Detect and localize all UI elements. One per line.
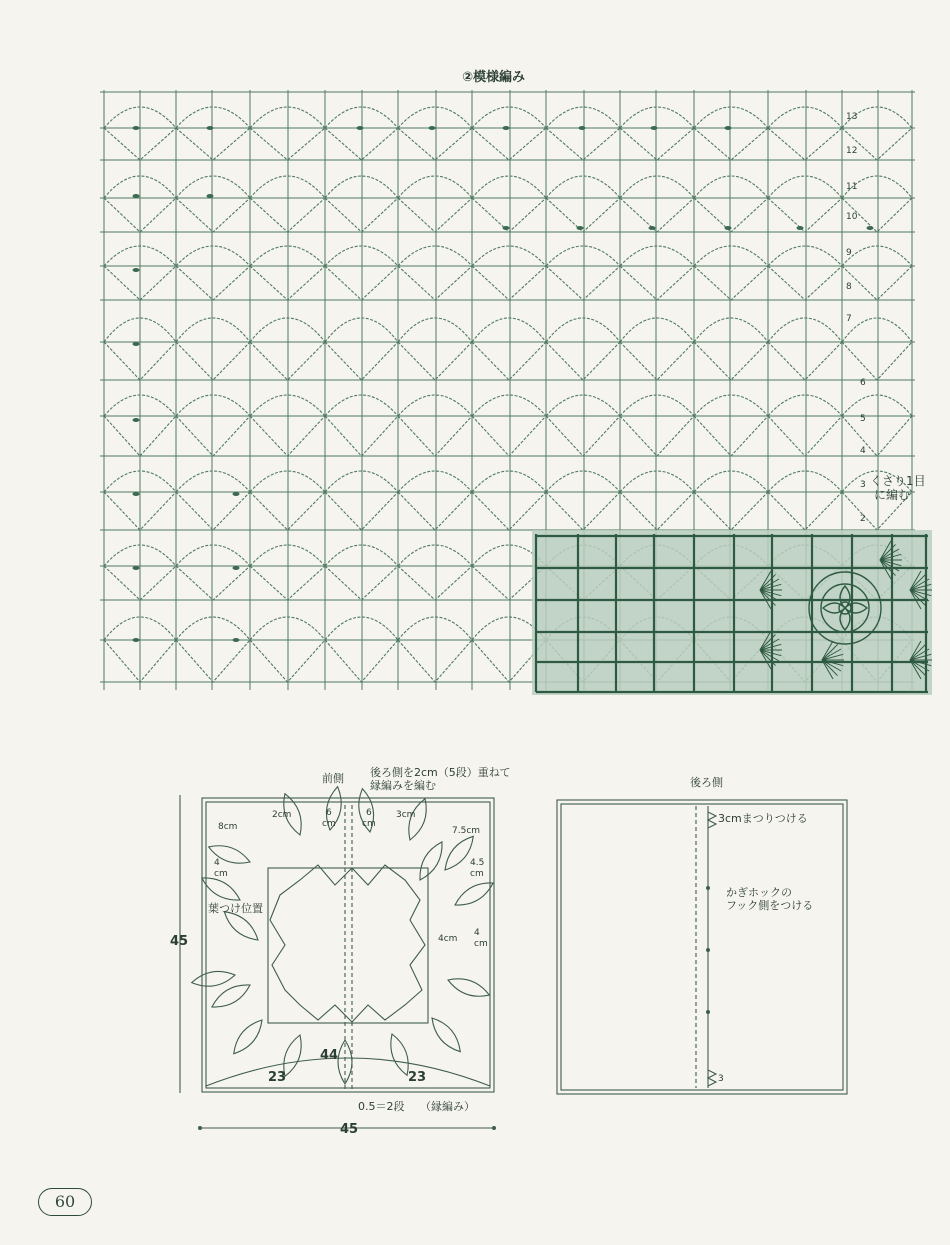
row-number: 7 xyxy=(846,314,852,324)
chart-chain xyxy=(398,128,472,160)
dim-inner-right: 4cm xyxy=(438,934,458,944)
chart-chain xyxy=(398,640,472,682)
leaf-petal xyxy=(190,968,236,989)
chart-chain xyxy=(768,492,842,530)
chart-chain xyxy=(472,128,546,160)
row-number: 9 xyxy=(846,248,852,258)
chain-note-line-2: に編む xyxy=(874,488,911,503)
picot-mark xyxy=(133,342,140,346)
chart-chain xyxy=(398,416,472,456)
picot-mark xyxy=(133,566,140,570)
chart-chain xyxy=(176,416,250,456)
chart-chain xyxy=(546,266,620,300)
chart-arch xyxy=(546,176,620,198)
chart-arch xyxy=(694,107,768,128)
chart-chain xyxy=(842,416,912,456)
chart-arch xyxy=(768,107,842,128)
chart-arch xyxy=(176,545,250,566)
chart-arch xyxy=(768,176,842,198)
chart-arch xyxy=(694,395,768,416)
chart-chain xyxy=(176,266,250,300)
picot-mark xyxy=(649,226,656,230)
chart-arch xyxy=(398,395,472,416)
chart-arch xyxy=(176,246,250,266)
chart-chain xyxy=(768,416,842,456)
chart-arch xyxy=(546,395,620,416)
picot-mark xyxy=(725,226,732,230)
back-outline xyxy=(557,800,847,1094)
picot-mark xyxy=(357,126,364,130)
back-note-top: 3cmまつりつける xyxy=(718,812,808,825)
chart-chain xyxy=(620,416,694,456)
chart-chain xyxy=(694,266,768,300)
picot-mark xyxy=(133,268,140,272)
chart-chain xyxy=(768,128,842,160)
chart-chain xyxy=(842,266,912,300)
leaf-petal xyxy=(446,973,492,1001)
chain-note-line-1: くさり1目 xyxy=(870,474,926,488)
inner-window xyxy=(268,868,428,1023)
chart-chain xyxy=(176,128,250,160)
back-note-hook xyxy=(726,886,813,912)
dim-value: 6 xyxy=(325,808,332,818)
picot-mark xyxy=(133,492,140,496)
back-note-hook-line-2: フック側をつける xyxy=(726,899,814,913)
dim-left-upper: 8cm xyxy=(218,822,238,832)
chart-arch xyxy=(472,471,546,492)
dim-bottom-total: 44 xyxy=(320,1048,339,1063)
chart-arch xyxy=(620,471,694,492)
chart-arch xyxy=(398,176,472,198)
chart-arch xyxy=(398,617,472,640)
chart-chain xyxy=(472,266,546,300)
chart-chain xyxy=(842,342,912,380)
bottom-arc xyxy=(206,1058,490,1086)
chart-arch xyxy=(694,246,768,266)
chart-arch xyxy=(398,545,472,566)
dim-value: 4 xyxy=(214,858,220,868)
chart-chain xyxy=(472,416,546,456)
leaf-petal xyxy=(414,838,448,883)
chart-chain xyxy=(694,128,768,160)
chart-chain xyxy=(176,342,250,380)
chart-chain xyxy=(176,492,250,530)
picot-mark xyxy=(207,126,214,130)
chart-arch xyxy=(620,246,694,266)
chart-arch xyxy=(546,318,620,342)
picot-mark xyxy=(133,194,140,198)
chart-arch xyxy=(398,471,472,492)
chart-arch xyxy=(546,107,620,128)
row-number: 13 xyxy=(846,112,858,122)
chart-arch xyxy=(472,318,546,342)
chart-arch xyxy=(472,246,546,266)
chart-arch xyxy=(842,318,912,342)
chart-arch xyxy=(620,395,694,416)
chart-arch xyxy=(768,395,842,416)
chart-chain xyxy=(694,492,768,530)
picot-mark xyxy=(651,126,658,130)
chart-chain xyxy=(768,342,842,380)
dim-top-right: 3cm xyxy=(396,810,416,820)
chart-arch xyxy=(398,318,472,342)
dim-unit: cm xyxy=(322,818,336,829)
chart-chain xyxy=(768,266,842,300)
picot-mark xyxy=(579,126,586,130)
chart-title: ②模様編み xyxy=(462,70,526,85)
chart-arch xyxy=(472,395,546,416)
chart-chain xyxy=(546,416,620,456)
chart-chain xyxy=(398,266,472,300)
chart-chain xyxy=(620,128,694,160)
picot-mark xyxy=(233,566,240,570)
chart-chain xyxy=(398,198,472,232)
picot-mark xyxy=(233,492,240,496)
chart-chain xyxy=(176,198,250,232)
chart-arch xyxy=(620,318,694,342)
dim-width: 45 xyxy=(340,1122,359,1137)
border-rows-note: 0.5＝2段 xyxy=(358,1100,405,1113)
chart-arch xyxy=(546,246,620,266)
row-number: 3 xyxy=(860,480,866,490)
overlap-note xyxy=(370,766,511,792)
chart-chain xyxy=(546,342,620,380)
dim-unit: cm xyxy=(214,868,228,879)
chart-chain xyxy=(546,492,620,530)
chart-arch xyxy=(546,471,620,492)
chart-chain xyxy=(694,416,768,456)
page-number: 60 xyxy=(38,1188,92,1216)
dim-unit: cm xyxy=(474,938,488,949)
front-outline xyxy=(202,798,494,1092)
chart-chain xyxy=(620,492,694,530)
leaf-petal xyxy=(338,1040,352,1084)
chart-chain xyxy=(472,198,546,232)
picot-mark xyxy=(725,126,732,130)
leaf-petal xyxy=(208,979,253,1013)
row-number: 11 xyxy=(846,182,858,192)
leaf-position-label: 葉つけ位置 xyxy=(208,902,263,915)
chart-chain xyxy=(546,198,620,232)
row-number: 6 xyxy=(860,378,866,388)
picot-mark xyxy=(133,126,140,130)
chart-chain xyxy=(694,342,768,380)
chart-chain xyxy=(694,198,768,232)
chart-arch xyxy=(694,176,768,198)
back-title: 後ろ側 xyxy=(690,776,723,789)
chart-chain xyxy=(176,566,250,600)
dim-height: 45 xyxy=(170,934,189,949)
leaf-petal xyxy=(452,877,497,911)
row-number: 4 xyxy=(860,446,866,456)
chart-arch xyxy=(842,246,912,266)
chart-chain xyxy=(472,492,546,530)
back-note-bottom: 3 xyxy=(718,1074,724,1084)
dim-inner-right-b xyxy=(474,928,488,950)
row-number: 10 xyxy=(846,212,858,222)
leaf-petal xyxy=(228,1016,267,1059)
chart-arch xyxy=(176,176,250,198)
front-inner-outline xyxy=(206,802,490,1088)
picot-mark xyxy=(207,194,214,198)
front-title: 前側 xyxy=(322,772,344,785)
chart-chain xyxy=(620,342,694,380)
picot-mark xyxy=(577,226,584,230)
back-note-hook-line-1: かぎホックの xyxy=(726,886,792,899)
chart-arch xyxy=(694,471,768,492)
dim-top-mid-a xyxy=(322,808,336,830)
chart-arch xyxy=(176,395,250,416)
picot-mark xyxy=(797,226,804,230)
picot-mark xyxy=(867,226,874,230)
chart-arch xyxy=(842,395,912,416)
picot-mark xyxy=(503,126,510,130)
dim-bottom-right: 23 xyxy=(408,1070,427,1085)
chart-chain xyxy=(472,342,546,380)
back-inner-outline xyxy=(561,804,843,1090)
chart-chain xyxy=(620,198,694,232)
dim-value: 4 xyxy=(474,928,480,938)
chart-arch xyxy=(694,318,768,342)
dim-right-upper: 7.5cm xyxy=(452,826,481,836)
dim-bottom-left: 23 xyxy=(268,1070,287,1085)
chart-chain xyxy=(398,492,472,530)
chart-arch xyxy=(472,176,546,198)
chart-arch xyxy=(176,471,250,492)
overlap-note-line-1: 後ろ側を2cm（5段）重ねて xyxy=(370,766,511,779)
motif-area-shading xyxy=(532,530,932,695)
chart-arch xyxy=(176,107,250,128)
chart-arch xyxy=(620,176,694,198)
chart-chain xyxy=(398,566,472,600)
chart-arch xyxy=(768,246,842,266)
chart-arch xyxy=(768,471,842,492)
border-name: （縁編み） xyxy=(420,1100,475,1113)
chart-arch xyxy=(398,246,472,266)
dim-value: 6 xyxy=(365,808,372,818)
chart-chain xyxy=(398,342,472,380)
chart-arch xyxy=(620,107,694,128)
row-number: 12 xyxy=(846,146,858,156)
dim-right-side xyxy=(470,858,484,880)
picot-mark xyxy=(233,638,240,642)
dim-left-side xyxy=(214,858,228,880)
chart-arch xyxy=(472,107,546,128)
chart-arch xyxy=(176,617,250,640)
overlap-note-line-2: 縁編みを編む xyxy=(370,779,436,793)
row-number: 8 xyxy=(846,282,852,292)
chart-arch xyxy=(768,318,842,342)
row-number: 5 xyxy=(860,414,866,424)
chart-arch xyxy=(176,318,250,342)
picot-mark xyxy=(133,638,140,642)
row-number: 2 xyxy=(860,514,866,524)
picot-mark xyxy=(503,226,510,230)
chart-chain xyxy=(768,198,842,232)
leaf-petal xyxy=(427,1014,466,1057)
chart-chain xyxy=(620,266,694,300)
dim-value: 4.5 xyxy=(470,858,485,868)
dim-top-left: 2cm xyxy=(272,810,292,820)
dim-unit: cm xyxy=(470,868,484,879)
picot-mark xyxy=(133,418,140,422)
star-opening xyxy=(270,865,425,1022)
dim-top-mid-b xyxy=(362,808,376,830)
picot-mark xyxy=(429,126,436,130)
dim-unit: cm xyxy=(362,818,376,829)
chart-arch xyxy=(398,107,472,128)
chart-chain xyxy=(176,640,250,682)
chain-note xyxy=(870,474,926,503)
chart-chain xyxy=(546,128,620,160)
